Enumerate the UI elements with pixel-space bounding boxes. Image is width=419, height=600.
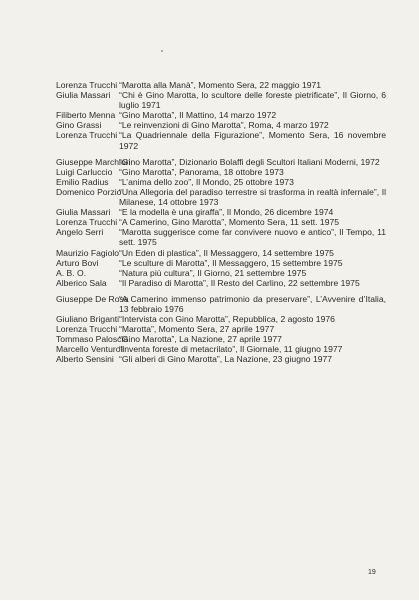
entry-citation: “Natura più cultura”, Il Giorno, 21 settembre 1975 bbox=[119, 267, 307, 278]
entry-citation: “Il Paradiso di Marotta”, Il Resto del Carlino, 22 settembre 1975 bbox=[119, 277, 360, 288]
bibliography-entry bbox=[56, 294, 386, 314]
bibliography-entry bbox=[56, 227, 386, 247]
entry-author: Giuseppe De Rosa bbox=[56, 293, 129, 304]
entry-citation: “A Camerino, Gino Marotta”, Momento Sera, 11 sett. 1975 bbox=[119, 217, 340, 228]
entry-author: Alberto Sensini bbox=[56, 354, 114, 365]
entry-citation: “Intervista con Gino Marotta”, Repubblica, 2 agosto 1976 bbox=[119, 314, 335, 325]
bibliography-entry bbox=[56, 334, 386, 344]
bibliography-entry bbox=[56, 344, 386, 354]
entry-citation: “E la modella è una giraffa”, Il Mondo, 26 dicembre 1974 bbox=[119, 207, 334, 218]
bibliography-entry bbox=[56, 207, 386, 217]
entry-author: Filiberto Menna bbox=[56, 110, 116, 121]
entry-citation: “Marotta”, Momento Sera, 27 aprile 1977 bbox=[119, 324, 275, 335]
entry-citation: “Un Eden di plastica”, Il Messaggero, 14 settembre 1975 bbox=[119, 247, 334, 258]
page-number: 19 bbox=[368, 569, 376, 576]
entry-citation: “Chi è Gino Marotta, lo scultore delle foreste pietrificate”, Il Giorno, 6 luglio 1971 bbox=[119, 90, 386, 111]
bibliography-list bbox=[56, 80, 386, 365]
entry-author: Lorenza Trucchi bbox=[56, 80, 118, 90]
bibliography-entry bbox=[56, 80, 386, 90]
entry-citation: “Gino Marotta”, Dizionario Bolaffi degli Scultori Italiani Moderni, 1972 bbox=[119, 156, 380, 167]
bibliography-entry bbox=[56, 278, 386, 288]
bibliography-entry bbox=[56, 110, 386, 120]
bibliography-entry bbox=[56, 130, 386, 150]
entry-author: Gino Grassi bbox=[56, 120, 102, 131]
entry-citation: “La Quadriennale della Figurazione”, Momento Sera, 16 novembre 1972 bbox=[119, 130, 386, 151]
entry-author: Lorenza Trucchi bbox=[56, 217, 118, 228]
bibliography-entry bbox=[56, 90, 386, 110]
entry-author: Giuliano Briganti bbox=[56, 314, 120, 325]
entry-citation: “Gli alberi di Gino Marotta”, La Nazione, 23 giugno 1977 bbox=[119, 354, 333, 365]
entry-citation: “Gino Marotta”, Il Mattino, 14 marzo 1972 bbox=[119, 110, 277, 121]
bibliography-entry bbox=[56, 248, 386, 258]
entry-citation: “Le sculture di Marotta”, Il Messaggero, 15 settembre 1975 bbox=[119, 257, 343, 268]
entry-citation: “Marotta suggerisce come far convivere nuovo e antico”, Il Tempo, 11 sett. 1975 bbox=[119, 227, 386, 248]
bibliography-entry bbox=[56, 268, 386, 278]
entry-citation: “Marotta alla Manà”, Momento Sera, 22 maggio 1971 bbox=[119, 80, 322, 90]
entry-author: Emilio Radius bbox=[56, 176, 109, 187]
entry-author: Giulia Massari bbox=[56, 207, 111, 218]
entry-author: Luigi Carluccio bbox=[56, 166, 113, 177]
entry-author: Giuseppe Marchiori bbox=[56, 156, 131, 167]
bibliography-entry bbox=[56, 258, 386, 268]
bibliography-entry bbox=[56, 120, 386, 130]
entry-author: Angelo Serri bbox=[56, 227, 104, 238]
entry-author: Lorenza Trucchi bbox=[56, 324, 118, 335]
bibliography-entry bbox=[56, 314, 386, 324]
bibliography-entry bbox=[56, 354, 386, 364]
entry-author: Alberico Sala bbox=[56, 277, 107, 288]
bibliography-entry bbox=[56, 324, 386, 334]
entry-author: Giulia Massari bbox=[56, 90, 111, 101]
bibliography-entry bbox=[56, 157, 386, 167]
bibliography-entry bbox=[56, 217, 386, 227]
entry-author: A. B. O. bbox=[56, 267, 87, 278]
entry-citation: “Le reinvenzioni di Gino Marotta”, Roma, 4 marzo 1972 bbox=[119, 120, 329, 131]
entry-citation: “Inventa foreste di metacrilato”, Il Giornale, 11 giugno 1977 bbox=[119, 344, 343, 355]
entry-author: Lorenza Trucchi bbox=[56, 130, 118, 141]
entry-citation: “Gino Marotta”, Panorama, 18 ottobre 1973 bbox=[119, 166, 284, 177]
entry-citation: “A Camerino immenso patrimonio da preservare”, L’Avvenire d’Italia, 13 febbraio 1976 bbox=[119, 293, 386, 314]
entry-author: Arturo Bovi bbox=[56, 257, 99, 268]
entry-citation: “Gino Marotta”, La Nazione, 27 aprile 1977 bbox=[119, 334, 282, 345]
page-mark bbox=[161, 50, 163, 52]
entry-author: Marcello Venturoli bbox=[56, 344, 125, 355]
entry-citation: “L’anima dello zoo”, Il Mondo, 25 ottobre 1973 bbox=[119, 176, 294, 187]
entry-author: Maurizio Fagiolo bbox=[56, 247, 120, 258]
bibliography-entry bbox=[56, 167, 386, 177]
entry-citation: “Una Allegoria del paradiso terrestre si trasforma in realtà infernale”, Il Milanese, 14 ottobre 1973 bbox=[119, 186, 386, 208]
entry-author: Tommaso Paloscia bbox=[56, 334, 129, 345]
bibliography-entry bbox=[56, 187, 386, 207]
entry-author: Domenico Porzio bbox=[56, 186, 122, 197]
bibliography-entry bbox=[56, 177, 386, 187]
